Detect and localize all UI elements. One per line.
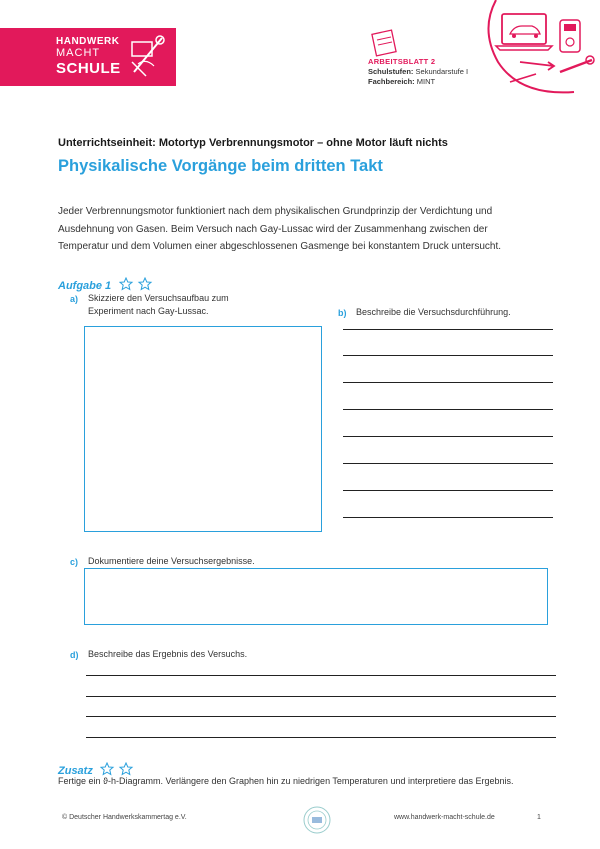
- subject-area: Fachbereich: MINT: [368, 77, 436, 86]
- task-c-text: Dokumentiere deine Versuchsergebnisse.: [88, 556, 255, 566]
- task-d-text: Beschreibe das Ergebnis des Versuchs.: [88, 649, 248, 659]
- answer-line[interactable]: [343, 355, 553, 356]
- star-icon: [119, 277, 153, 291]
- answer-line[interactable]: [343, 382, 553, 383]
- answer-line[interactable]: [343, 329, 553, 330]
- task-d-letter: d): [70, 650, 79, 660]
- task-a-text: Skizziere den Versuchsaufbau zum Experiment nach Gay-Lussac.: [88, 293, 229, 316]
- answer-line[interactable]: [343, 436, 553, 437]
- sketch-box[interactable]: [84, 326, 322, 532]
- seal-icon: [302, 805, 332, 835]
- answer-line[interactable]: [86, 737, 556, 738]
- teaching-unit: Unterrichtseinheit: Motortyp Verbrennungsmotor – ohne Motor läuft nichts: [58, 137, 448, 149]
- logo-line-1: HANDWERK: [56, 36, 120, 47]
- tools-icon: [128, 32, 168, 80]
- results-box[interactable]: [84, 568, 548, 625]
- answer-line[interactable]: [343, 409, 553, 410]
- task-b-letter: b): [338, 308, 347, 318]
- footer-copyright: © Deutscher Handwerkskammertag e.V.: [62, 814, 187, 821]
- school-level: Schulstufen: Sekundarstufe I: [368, 67, 469, 76]
- answer-line[interactable]: [343, 463, 553, 464]
- answer-line[interactable]: [86, 696, 556, 697]
- star-icon: [100, 762, 134, 776]
- worksheet-meta: [368, 57, 468, 87]
- logo-line-2: MACHT: [56, 47, 101, 59]
- task-a-letter: a): [70, 294, 79, 304]
- logo-line-3: SCHULE: [56, 60, 121, 77]
- page-number: 1: [537, 814, 541, 821]
- answer-line[interactable]: [86, 716, 556, 717]
- task-c-letter: c): [70, 557, 79, 567]
- intro-text: Jeder Verbrennungsmotor funktioniert nach dem physikalischen Grundprinzip der Verdichtung und Ausdehnung von Gasen. Beim Versuch nach Gay-Lussac wird der Zusammenhang zwischen der Temperatur und dem Volumen einer abgeschlossenen Gasmenge bei konstantem Druck untersucht.: [58, 206, 502, 252]
- extra-task-text: Fertige ein ϑ-h-Diagramm. Verlängere den Graphen hin zu niedrigen Temperaturen und interpretiere das Ergebnis.: [58, 776, 514, 786]
- task-1-heading: Aufgabe 1: [58, 276, 153, 294]
- brand-logo: [0, 28, 176, 86]
- answer-line[interactable]: [343, 490, 553, 491]
- worksheet-number: ARBEITSBLATT 2: [368, 57, 436, 66]
- page-title: Physikalische Vorgänge beim dritten Takt: [58, 157, 383, 175]
- extra-task-heading: Zusatz: [58, 761, 134, 779]
- task-b-text: Beschreibe die Versuchsdurchführung.: [356, 307, 511, 317]
- footer-url[interactable]: www.handwerk-macht-schule.de: [394, 814, 495, 821]
- answer-line[interactable]: [343, 517, 553, 518]
- answer-line[interactable]: [86, 675, 556, 676]
